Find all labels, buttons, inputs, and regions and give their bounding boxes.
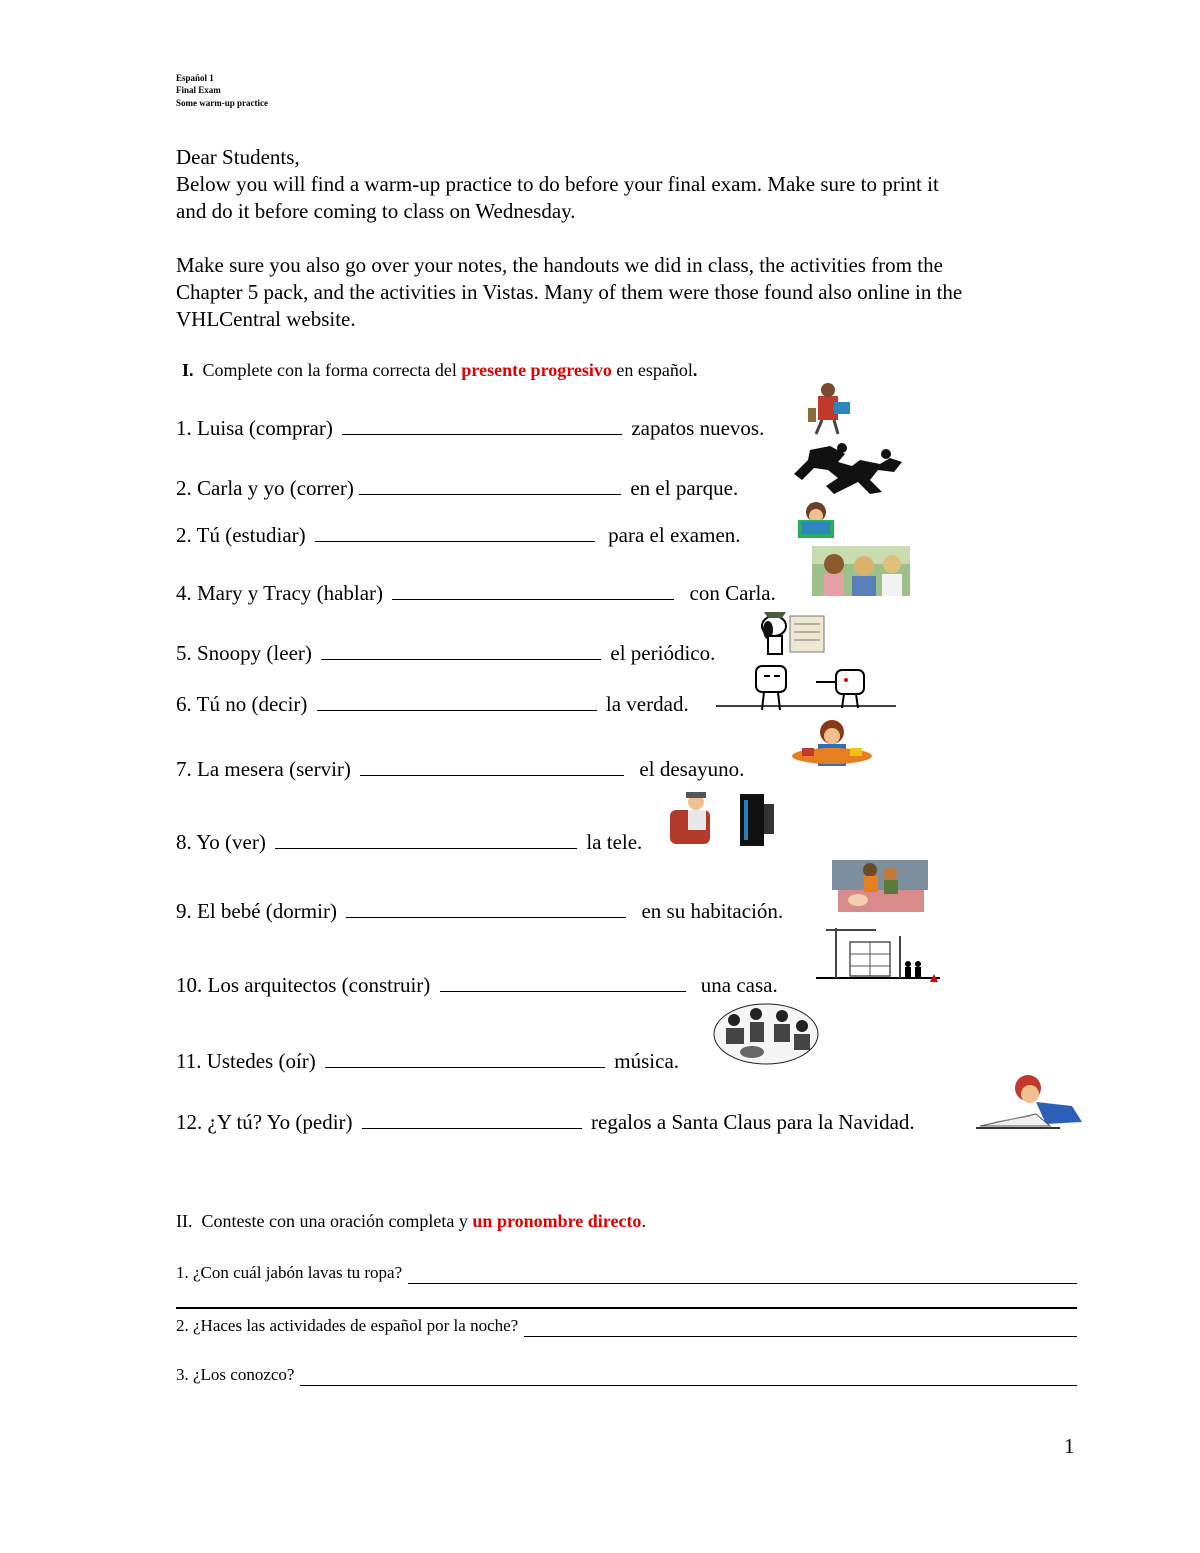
answer-blank[interactable] bbox=[440, 973, 686, 992]
man-watching-tv-icon bbox=[668, 790, 778, 850]
notes-line-1: Make sure you also go over your notes, the handouts we did in class, the activities from the bbox=[176, 253, 943, 277]
section-2-numeral: II. bbox=[176, 1211, 193, 1231]
section-1-numeral: I. bbox=[182, 360, 194, 380]
section-2-heading bbox=[176, 1211, 646, 1232]
answer-blank[interactable] bbox=[325, 1049, 605, 1068]
question-text: 2. ¿Haces las actividades de español por la noche? bbox=[176, 1316, 519, 1335]
answer-blank[interactable] bbox=[346, 899, 626, 918]
answer-rule[interactable] bbox=[176, 1307, 1077, 1309]
question-2 bbox=[176, 1315, 1077, 1337]
band-playing-icon bbox=[712, 1000, 820, 1068]
question-text: 1. ¿Con cuál jabón lavas tu ropa? bbox=[176, 1263, 403, 1282]
item-prompt: 2. Carla y yo (correr) bbox=[176, 476, 354, 500]
answer-blank[interactable] bbox=[342, 416, 622, 435]
exam-subtitle: Some warm-up practice bbox=[176, 98, 268, 108]
women-talking-photo bbox=[812, 546, 910, 596]
answer-blank[interactable] bbox=[359, 476, 621, 495]
section-2-highlight: un pronombre directo bbox=[472, 1211, 642, 1231]
item-prompt: 7. La mesera (servir) bbox=[176, 757, 351, 781]
item-completion: con Carla. bbox=[689, 581, 776, 605]
item-completion: en su habitación. bbox=[641, 899, 784, 923]
item-prompt: 12. ¿Y tú? Yo (pedir) bbox=[176, 1110, 353, 1134]
intro-line-1: Below you will find a warm-up practice to do before your final exam. Make sure to print it bbox=[176, 172, 939, 196]
section-1-highlight: presente progresivo bbox=[461, 360, 612, 380]
item-completion: en el parque. bbox=[630, 476, 739, 500]
item-completion: la verdad. bbox=[605, 692, 689, 716]
section-1-instruction-pre: Complete con la forma correcta del bbox=[202, 360, 462, 380]
answer-blank[interactable] bbox=[315, 523, 595, 542]
item-prompt: 11. Ustedes (oír) bbox=[176, 1049, 316, 1073]
item-completion: zapatos nuevos. bbox=[631, 416, 765, 440]
item-completion: el periódico. bbox=[610, 641, 716, 665]
exercise-item-12 bbox=[176, 1109, 915, 1135]
item-completion: una casa. bbox=[700, 973, 778, 997]
exercise-item-3 bbox=[176, 522, 741, 548]
answer-blank[interactable] bbox=[321, 641, 601, 660]
exercise-item-9 bbox=[176, 898, 783, 924]
section-1-heading bbox=[182, 360, 697, 381]
boy-reading-icon bbox=[790, 500, 842, 542]
intro-line-2: and do it before coming to class on Wednesday. bbox=[176, 199, 576, 223]
greeting: Dear Students, bbox=[176, 145, 300, 169]
section-1-instruction-post: en español bbox=[611, 360, 693, 380]
item-prompt: 6. Tú no (decir) bbox=[176, 692, 308, 716]
exercise-item-6 bbox=[176, 691, 689, 717]
answer-line[interactable] bbox=[408, 1267, 1077, 1284]
exercise-item-2 bbox=[176, 475, 738, 501]
two-characters-talking-icon bbox=[716, 662, 896, 714]
exercise-item-11 bbox=[176, 1048, 679, 1074]
snoopy-reading-icon bbox=[750, 604, 830, 662]
answer-blank[interactable] bbox=[362, 1110, 582, 1129]
notes-line-2: Chapter 5 pack, and the activities in Vistas. Many of them were those found also online in the bbox=[176, 280, 963, 304]
exercise-item-10 bbox=[176, 972, 778, 998]
exercise-item-5 bbox=[176, 640, 715, 666]
question-1 bbox=[176, 1262, 1077, 1284]
answer-blank[interactable] bbox=[317, 692, 597, 711]
item-prompt: 5. Snoopy (leer) bbox=[176, 641, 312, 665]
exercise-item-4 bbox=[176, 580, 776, 606]
answer-line[interactable] bbox=[300, 1369, 1077, 1386]
item-completion: para el examen. bbox=[608, 523, 741, 547]
answer-blank[interactable] bbox=[275, 830, 577, 849]
item-prompt: 10. Los arquitectos (construir) bbox=[176, 973, 431, 997]
exercise-item-7 bbox=[176, 756, 744, 782]
item-completion: regalos a Santa Claus para la Navidad. bbox=[591, 1110, 915, 1134]
question-3 bbox=[176, 1364, 1077, 1386]
item-completion: el desayuno. bbox=[639, 757, 745, 781]
notes-line-3: VHLCentral website. bbox=[176, 307, 356, 331]
answer-blank[interactable] bbox=[360, 757, 624, 776]
girl-shopping-icon bbox=[806, 380, 854, 436]
answer-blank[interactable] bbox=[392, 581, 674, 600]
section-2-instruction-pre: Conteste con una oración completa y bbox=[201, 1211, 473, 1231]
section-1-instruction-end: . bbox=[692, 360, 698, 380]
construction-site-icon bbox=[816, 922, 940, 988]
section-2-instruction-post: . bbox=[641, 1211, 646, 1231]
course-title: Español 1 bbox=[176, 73, 214, 83]
baby-sleeping-icon bbox=[828, 856, 932, 918]
item-prompt: 4. Mary y Tracy (hablar) bbox=[176, 581, 384, 605]
item-prompt: 1. Luisa (comprar) bbox=[176, 416, 333, 440]
item-completion: música. bbox=[614, 1049, 680, 1073]
item-completion: la tele. bbox=[586, 830, 643, 854]
page-number: 1 bbox=[1064, 1434, 1075, 1458]
item-prompt: 9. El bebé (dormir) bbox=[176, 899, 337, 923]
person-writing-icon bbox=[976, 1072, 1088, 1130]
waitress-serving-icon bbox=[786, 716, 882, 776]
item-prompt: 8. Yo (ver) bbox=[176, 830, 266, 854]
exercise-item-8 bbox=[176, 829, 642, 855]
exam-title: Final Exam bbox=[176, 85, 221, 95]
question-text: 3. ¿Los conozco? bbox=[176, 1365, 295, 1384]
running-silhouette-icon bbox=[790, 440, 922, 496]
item-prompt: 2. Tú (estudiar) bbox=[176, 523, 306, 547]
exercise-item-1 bbox=[176, 415, 764, 441]
answer-line[interactable] bbox=[524, 1320, 1077, 1337]
